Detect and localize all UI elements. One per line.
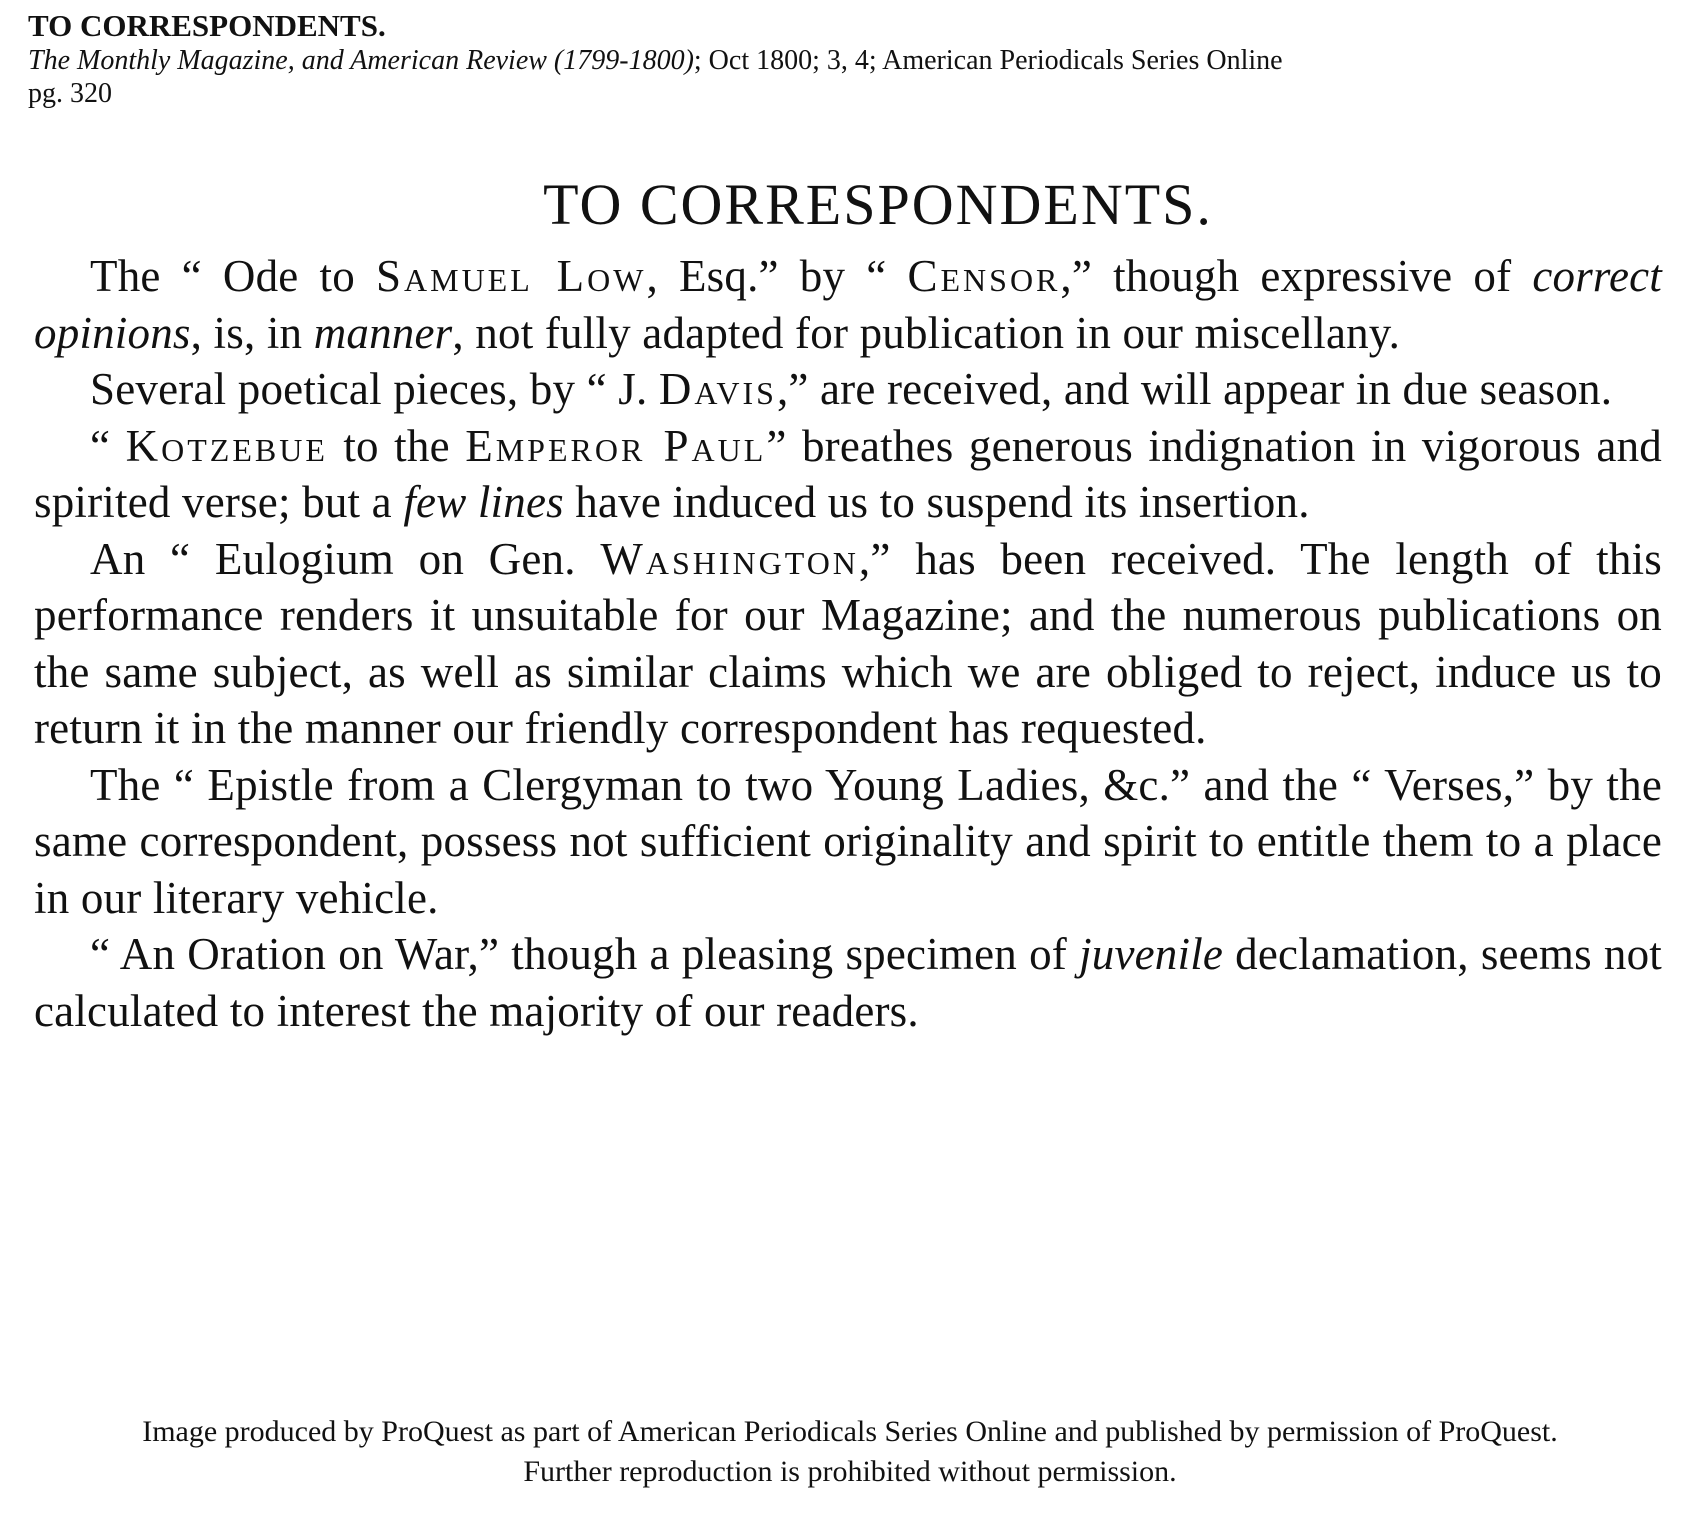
citation-page: pg. 320 [28, 78, 112, 109]
emphasis-correct-opinions: correct opinions [34, 251, 1663, 358]
name-censor: Censor [907, 251, 1061, 301]
citation-title: TO CORRESPONDENTS. [28, 8, 386, 43]
text: ,” though expressive of [1060, 251, 1533, 301]
text: to the [327, 420, 466, 471]
text: Several poetical pieces, by “ J. [90, 364, 659, 414]
emphasis-juvenile: juvenile [1079, 929, 1224, 979]
citation-details: ; Oct 1800; 3, 4; American Periodicals Series Online [693, 45, 1283, 76]
citation-source [28, 44, 1668, 77]
name-samuel-low: Samuel Low [375, 251, 647, 301]
article-heading: TO CORRESPONDENTS. [543, 172, 1213, 237]
emphasis-few-lines: few lines [403, 477, 564, 527]
text: ,” are received, and will appear in due season. [776, 364, 1613, 414]
text: declamation, seems not calculated to interest the majority of our readers. [34, 929, 1662, 1036]
permission-footer [0, 1412, 1700, 1492]
name-emperor-paul: Emperor Paul [465, 420, 767, 471]
paragraph-epistle [34, 757, 1662, 927]
footer-line-2: Further reproduction is prohibited without permission. [523, 1455, 1177, 1488]
text: , is, in [190, 307, 314, 358]
name-davis: Davis [658, 364, 777, 414]
text: have induced us to suspend its insertion. [563, 477, 1310, 527]
text: , Esq.” by “ [646, 251, 908, 301]
emphasis-manner: manner [313, 307, 453, 358]
article-body [34, 170, 1662, 1039]
text: An “ Eulogium on Gen. [90, 533, 601, 584]
name-washington: Washington [600, 533, 859, 584]
paragraph-eulogium [34, 531, 1662, 757]
text: “ [90, 420, 126, 471]
paragraph-kotzebue [34, 418, 1662, 531]
text: The “ Ode to [90, 251, 376, 301]
name-kotzebue: Kotzebue [125, 420, 328, 471]
paragraph-ode [34, 248, 1662, 361]
text: “ An Oration on War,” though a pleasing specimen of [90, 929, 1080, 979]
citation-journal: The Monthly Magazine, and American Review (1799-1800) [28, 45, 694, 76]
text: ,” has been received. The length of this performance renders it unsuitable for our Magazine; and the numerous publications on the same subject, as well as similar claims which we are obliged to reject, induce us to return it in the manner our friendly correspondent has requested. [34, 533, 1662, 753]
text: ” breathes generous indignation in vigorous and spirited verse; but a [34, 420, 1663, 527]
paragraph-oration [34, 926, 1662, 1039]
paragraph-davis [34, 361, 1662, 418]
text: , not fully adapted for publication in our miscellany. [452, 307, 1401, 358]
citation-header [28, 8, 1668, 110]
footer-line-1: Image produced by ProQuest as part of American Periodicals Series Online and published by permission of ProQuest. [142, 1415, 1558, 1448]
text: The “ Epistle from a Clergyman to two Young Ladies, &c.” and the “ Verses,” by the same correspondent, possess not sufficient originality and spirit to entitle them to a place in our literary vehicle. [34, 759, 1662, 923]
